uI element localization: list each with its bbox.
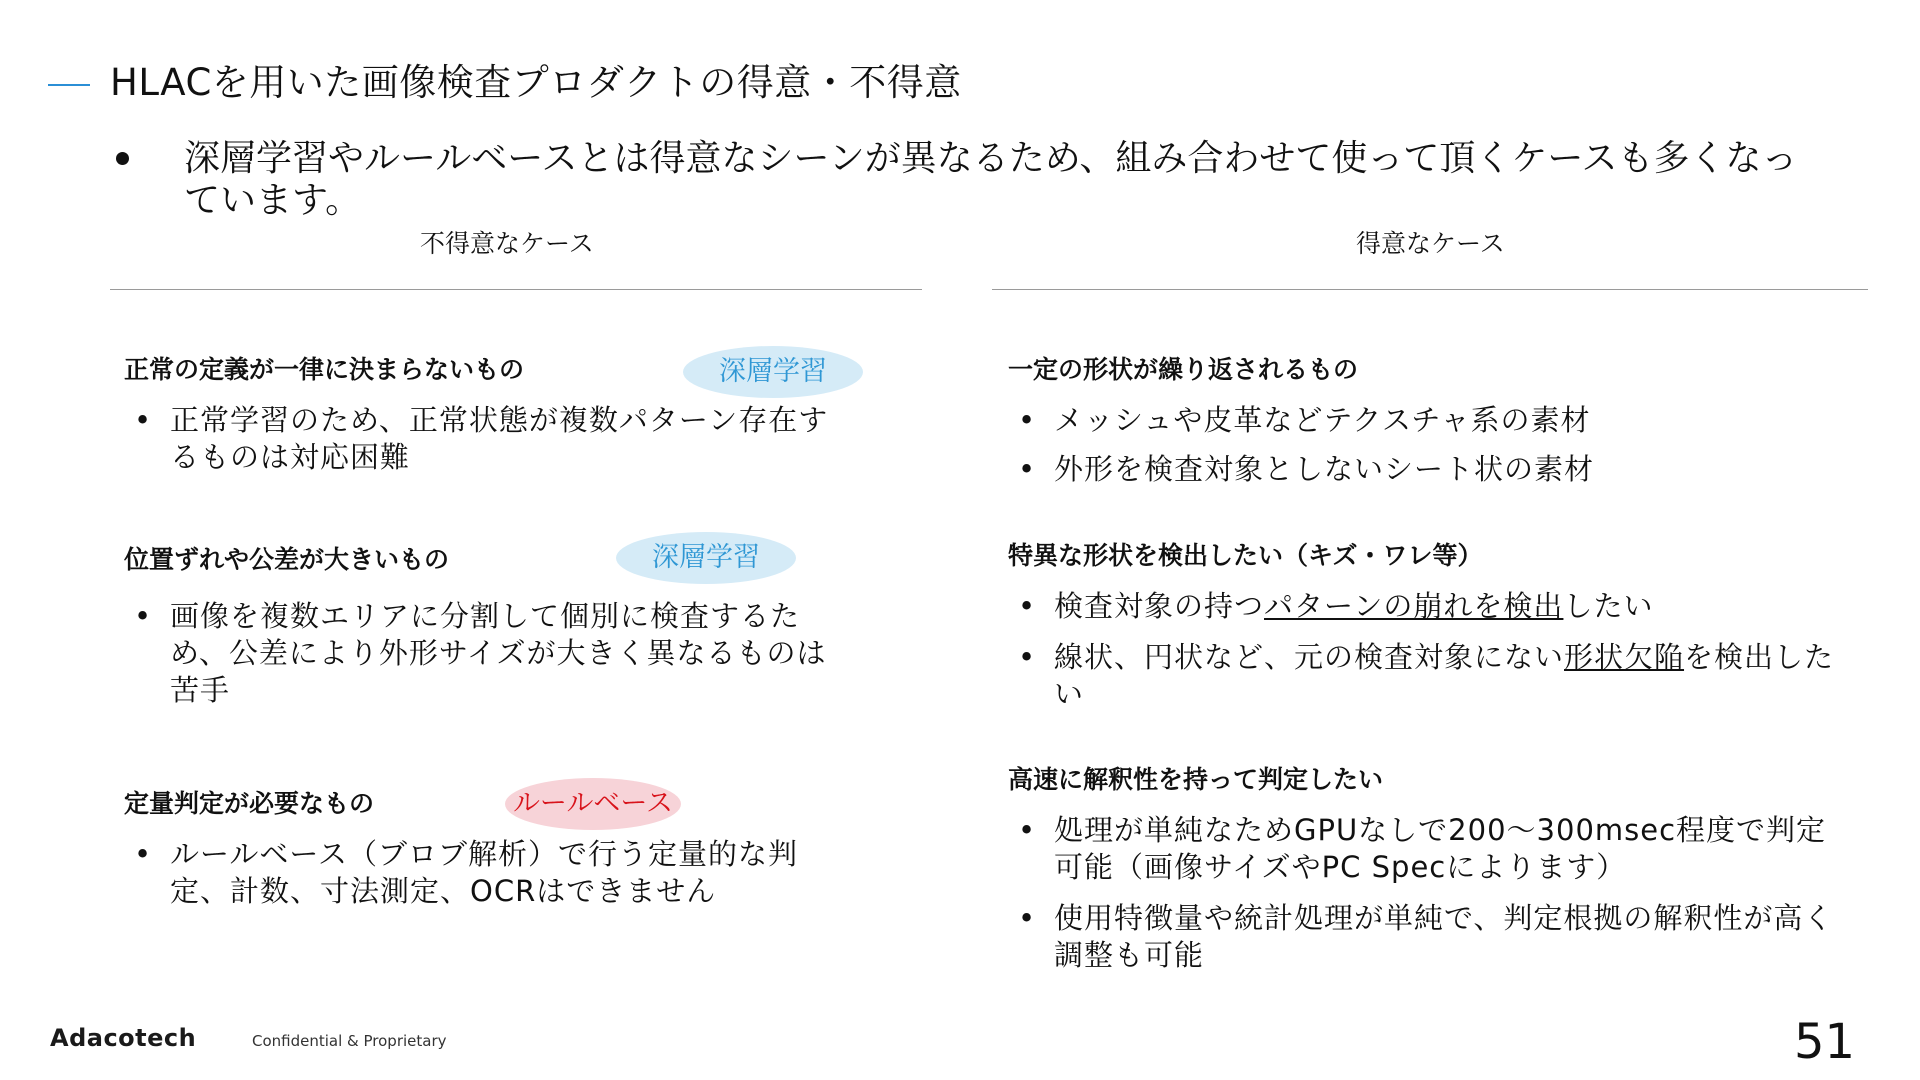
bullet-text: 画像を複数エリアに分割して個別に検査するため、公差により外形サイズが大きく異なるものは苦手 — [170, 599, 827, 707]
title-accent-line — [48, 84, 90, 86]
tag-deep-learning: 深層学習 — [683, 346, 863, 398]
bullet-item — [1008, 900, 1844, 974]
bullet-item — [124, 836, 844, 910]
section-title: 正常の定義が一律に決まらないもの — [124, 355, 525, 384]
tag-rule-based: ルールベース — [505, 778, 681, 830]
intro-text: 深層学習やルールベースとは得意なシーンが異なるため、組み合わせて使って頂くケースも多くなっています。 — [184, 138, 1798, 221]
right-column-divider — [992, 289, 1868, 290]
bullet-icon: • — [1018, 452, 1037, 486]
bullet-dot-icon — [116, 152, 129, 165]
bullet-item — [1008, 588, 1848, 625]
left-section-3 — [124, 784, 844, 910]
bullet-icon: • — [1018, 640, 1037, 674]
bullet-item — [124, 402, 844, 476]
section-title: 一定の形状が繰り返されるもの — [1008, 355, 1359, 384]
bullet-text-pre: 線状、円状など、元の検査対象にない — [1054, 640, 1565, 674]
bullet-icon: • — [134, 403, 153, 437]
bullet-text-pre: 検査対象の持つ — [1054, 589, 1265, 623]
bullet-text: ルールベース（ブロブ解析）で行う定量的な判定、計数、寸法測定、OCRはできません — [170, 837, 798, 908]
right-column-heading: 得意なケース — [1356, 229, 1505, 258]
bullet-text-underlined: 形状欠陥 — [1564, 640, 1685, 674]
bullet-text-post: を検出したい — [1054, 640, 1835, 711]
right-section-1 — [1008, 350, 1848, 488]
bullet-icon: • — [1018, 813, 1037, 847]
bullet-icon: • — [1018, 901, 1037, 935]
bullet-item — [1008, 812, 1844, 886]
right-section-2 — [1008, 536, 1848, 713]
confidential-notice: Confidential & Proprietary — [252, 1032, 447, 1050]
bullet-text: 使用特徴量や統計処理が単純で、判定根拠の解釈性が高く調整も可能 — [1054, 901, 1834, 972]
page-number: 51 — [1794, 1014, 1856, 1070]
bullet-icon: • — [134, 599, 153, 633]
right-section-3 — [1008, 760, 1848, 974]
section-title: 高速に解釈性を持って判定したい — [1008, 765, 1384, 794]
bullet-text: メッシュや皮革などテクスチャ系の素材 — [1054, 403, 1591, 437]
intro-bullet — [116, 138, 1816, 222]
bullet-item — [1008, 402, 1848, 439]
bullet-text: 外形を検査対象としないシート状の素材 — [1054, 452, 1595, 486]
bullet-text-underlined: パターンの崩れを検出 — [1264, 589, 1564, 623]
tag-deep-learning: 深層学習 — [616, 532, 796, 584]
bullet-item — [1008, 451, 1848, 488]
page-title: HLACを用いた画像検査プロダクトの得意・不得意 — [110, 61, 962, 104]
bullet-item — [1008, 639, 1844, 713]
section-title: 位置ずれや公差が大きいもの — [124, 545, 450, 574]
bullet-text-post: したい — [1563, 589, 1654, 623]
section-title: 特異な形状を検出したい（キズ・ワレ等） — [1008, 541, 1483, 570]
left-column-heading: 不得意なケース — [420, 229, 594, 258]
company-logo: Adacotech — [50, 1024, 197, 1052]
bullet-icon: • — [134, 837, 153, 871]
section-title: 定量判定が必要なもの — [124, 789, 375, 818]
left-column-divider — [110, 289, 922, 290]
bullet-icon: • — [1018, 403, 1037, 437]
bullet-text: 正常学習のため、正常状態が複数パターン存在するものは対応困難 — [170, 403, 829, 474]
bullet-text: 処理が単純なためGPUなしで200〜300msec程度で判定可能（画像サイズやPC Specによります） — [1054, 813, 1827, 884]
bullet-item — [124, 598, 844, 709]
bullet-icon: • — [1018, 589, 1037, 623]
